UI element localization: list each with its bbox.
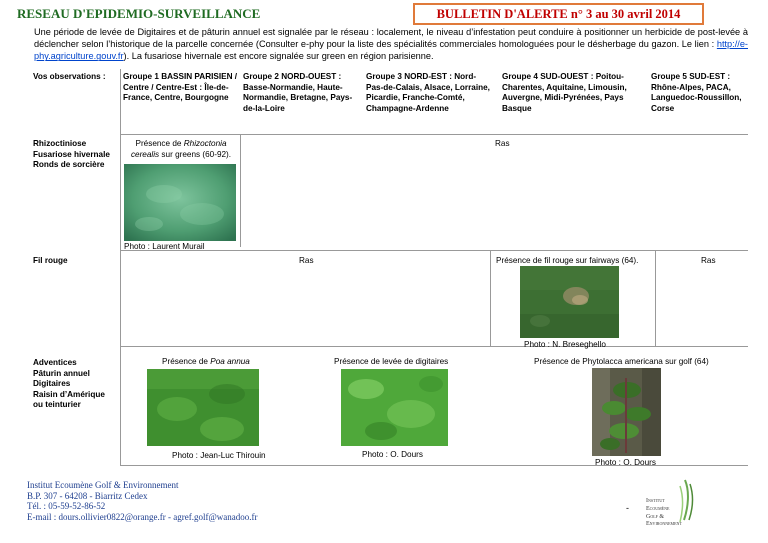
group-2-header: Groupe 2 NORD-OUEST : Basse-Normandie, Haute-Normandie, Bretagne, Pays-de-la-Loire bbox=[243, 72, 353, 113]
obs-prefix: Présence de bbox=[135, 139, 184, 148]
row-label-line: Adventices bbox=[33, 358, 77, 367]
photo-phytolacca bbox=[592, 368, 661, 456]
row-label-line: Raisin d’Amérique bbox=[33, 389, 105, 399]
logo-text bbox=[646, 498, 682, 529]
group-3-header: Groupe 3 NORD-EST : Nord-Pas-de-Calais, Alsace, Lorraine, Picardie, Franche-Comté, Champagne-Ardenne bbox=[366, 72, 490, 113]
grid-line bbox=[120, 250, 748, 251]
photo-digitaires bbox=[341, 369, 448, 446]
photo-credit: Photo : O. Dours bbox=[362, 450, 423, 459]
observation-phytolacca: Présence de Phytolacca americana sur golf (64) bbox=[534, 357, 709, 366]
logo-line: Environnement bbox=[646, 521, 682, 528]
logo-line: Institut bbox=[646, 498, 665, 504]
grid-line bbox=[120, 134, 748, 135]
footer-line: E-mail : dours.ollivier0822@orange.fr - agref.golf@wanadoo.fr bbox=[27, 511, 258, 522]
obs-italic: Poa annua bbox=[210, 357, 250, 366]
row-label-adventices bbox=[33, 358, 119, 411]
footer-contact bbox=[27, 480, 258, 522]
footer-line: Institut Ecoumène Golf & Environnement bbox=[27, 480, 179, 490]
observation-poa-annua bbox=[162, 357, 250, 368]
grid-line bbox=[655, 250, 656, 346]
row-label-line: Rhizoctiniose bbox=[33, 139, 87, 148]
observation-rhizoctonia bbox=[123, 139, 239, 160]
photo-fil-rouge bbox=[520, 266, 619, 338]
observation-fil-rouge: Présence de fil rouge sur fairways (64). bbox=[496, 256, 639, 265]
ras-text: Ras bbox=[299, 256, 314, 265]
group-5-header: Groupe 5 SUD-EST : Rhône-Alpes, PACA, Languedoc-Roussillon, Corse bbox=[651, 72, 742, 113]
bulletin-badge: BULLETIN D'ALERTE n° 3 au 30 avril 2014 bbox=[413, 3, 704, 25]
observation-digitaires: Présence de levée de digitaires bbox=[334, 357, 449, 366]
photo-credit: Photo : O. Dours bbox=[595, 458, 656, 467]
intro-text-after: ). La fusariose hivernale est encore signalée sur green en région parisienne. bbox=[123, 51, 434, 62]
e-phy-link[interactable]: http://e-phy.agriculture.gouv.fr bbox=[34, 39, 748, 62]
row-label-fil-rouge: Fil rouge bbox=[33, 256, 68, 265]
footer-dash: - bbox=[626, 503, 629, 513]
photo-rhizoctonia bbox=[124, 164, 236, 241]
footer-line: B.P. 307 - 64208 - Biarritz Cedex bbox=[27, 490, 148, 501]
photo-credit: Photo : N. Breseghello bbox=[524, 340, 606, 349]
group-1-header: Groupe 1 BASSIN PARISIEN / Centre / Centre-Est : Île-de-France, Centre, Bourgogne bbox=[123, 72, 238, 102]
obs-prefix: Présence de bbox=[162, 357, 211, 366]
grid-line bbox=[490, 250, 491, 346]
institut-logo bbox=[640, 478, 710, 540]
row-label-rhizoctiniose bbox=[33, 139, 119, 171]
row-label-line: Pâturin annuel bbox=[33, 368, 90, 378]
row-label-line: ou teinturier bbox=[33, 400, 81, 409]
photo-poa-annua bbox=[147, 369, 259, 446]
photo-credit: Photo : Laurent Murail bbox=[124, 242, 205, 251]
group-4-header: Groupe 4 SUD-OUEST : Poitou-Charentes, Aquitaine, Limousin, Auvergne, Midi-Pyrénées, Pays Basque bbox=[502, 72, 627, 113]
logo-line: Golf & bbox=[646, 513, 665, 520]
obs-suffix: sur greens (60-92). bbox=[159, 149, 232, 159]
observations-header: Vos observations : bbox=[33, 72, 106, 81]
ras-text: Ras bbox=[701, 256, 716, 265]
grid-line bbox=[240, 134, 241, 247]
row-label-line: Fusariose hivernale bbox=[33, 149, 110, 159]
intro-paragraph bbox=[34, 26, 748, 63]
footer-line: Tél. : 05-59-52-86-52 bbox=[27, 501, 106, 511]
logo-line: Ecoumène bbox=[646, 505, 670, 512]
intro-text-before: Une période de levée de Digitaires et de pâturin annuel est signalée par le réseau : localement, le niveau d’infestation peut conduire à positionner un herbicide de post-levée à déclencher selon l’historique de la parcelle concernée (Consulter e-phy pour la liste des spécialités commerciales homologuées pour le désherbage du gazon. Le lien : bbox=[34, 27, 748, 50]
obs-italic: Rhizoctonia cerealis bbox=[130, 139, 227, 159]
row-label-line: Digitaires bbox=[33, 379, 71, 388]
row-label-line: Ronds de sorcière bbox=[33, 160, 105, 169]
grid-line bbox=[120, 69, 121, 465]
grid-line bbox=[120, 346, 748, 347]
photo-credit: Photo : Jean-Luc Thirouin bbox=[172, 451, 266, 460]
ras-text: Ras bbox=[495, 139, 510, 148]
page-title: RESEAU D'EPIDEMIO-SURVEILLANCE bbox=[17, 6, 261, 21]
